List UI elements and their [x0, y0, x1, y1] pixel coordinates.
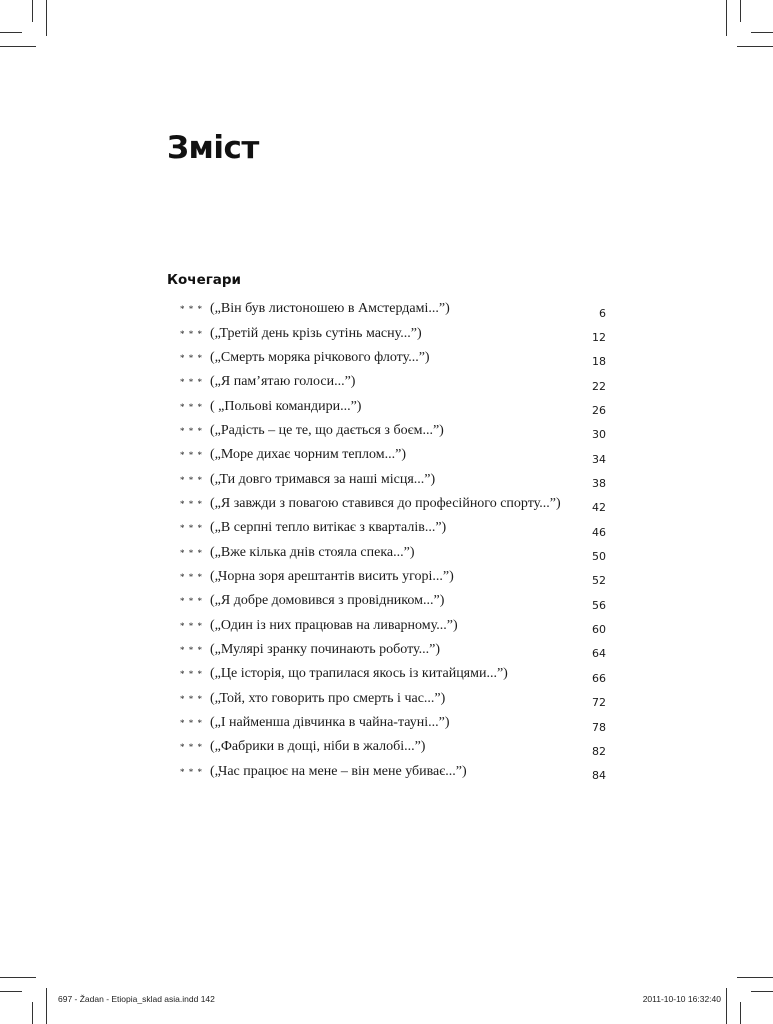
toc-entry-title: („В серпні тепло витікає з кварталів...”)	[210, 520, 447, 536]
asterism-icon: * * *	[180, 620, 203, 631]
toc-entry-title: („Той, хто говорить про смерть і час...”)	[210, 690, 446, 706]
asterism-icon: * * *	[180, 669, 203, 680]
asterism-icon: * * *	[180, 718, 203, 729]
asterism-icon: * * *	[180, 450, 203, 461]
toc-page-number: 26	[592, 404, 606, 418]
asterism-icon: * * *	[180, 474, 203, 485]
toc-entry-title: („Це історія, що трапилася якось із китайцями...”)	[210, 666, 508, 682]
asterism-icon: * * *	[180, 498, 203, 509]
asterism-icon: * * *	[180, 742, 203, 753]
toc-page-number: 12	[592, 331, 606, 345]
toc-entry-title: („Один із них працював на ливарному...”)	[210, 617, 458, 633]
toc-page-number: 18	[592, 355, 606, 369]
toc-entry-title: („Третій день крізь сутінь масну...”)	[210, 325, 422, 341]
toc-entry[interactable]	[180, 516, 606, 540]
toc-entry[interactable]	[180, 394, 606, 418]
toc-page-number: 78	[592, 720, 606, 734]
toc-entry[interactable]	[180, 346, 606, 370]
toc-entry-title: („Я добре домовився з провідником...”)	[210, 593, 445, 609]
toc-entry[interactable]	[180, 443, 606, 467]
asterism-icon: * * *	[180, 766, 203, 777]
toc-entry-title: („Час працює на мене – він мене убиває...”)	[210, 763, 467, 779]
toc-page-number: 30	[592, 428, 606, 442]
crop-mark	[0, 991, 22, 992]
toc-entry-title: („Чорна зоря арештантів висить угорі...”)	[210, 568, 454, 584]
toc-entry-title: („Вже кілька днів стояла спека...”)	[210, 544, 415, 560]
crop-mark	[32, 1002, 33, 1024]
toc-entry[interactable]	[180, 687, 606, 711]
toc-page-number: 38	[592, 477, 606, 491]
toc-page-number: 46	[592, 525, 606, 539]
toc-entry[interactable]	[180, 662, 606, 686]
toc-page-number: 72	[592, 696, 606, 710]
toc-entry[interactable]	[180, 638, 606, 662]
toc-page-number: 84	[592, 769, 606, 783]
toc-entry-title: („І найменша дівчинка в чайна-тауні...”)	[210, 715, 450, 731]
crop-mark	[0, 977, 36, 978]
page-title: Зміст	[167, 130, 259, 166]
toc-page-number: 56	[592, 598, 606, 612]
toc-entry[interactable]	[180, 589, 606, 613]
toc-entry[interactable]	[180, 492, 606, 516]
crop-mark	[0, 46, 36, 47]
toc-page-number: 64	[592, 647, 606, 661]
toc-entry[interactable]	[180, 565, 606, 589]
crop-mark	[751, 32, 773, 33]
print-slug-file: 697 - Žadan - Etiopia_sklad asia.indd 142	[58, 994, 215, 1004]
crop-mark	[32, 0, 33, 22]
toc-entry-title: („Мулярі зранку починають роботу...”)	[210, 641, 441, 657]
crop-mark	[751, 991, 773, 992]
asterism-icon: * * *	[180, 596, 203, 607]
toc-entry-title: („Я завжди з повагою ставився до професійного спорту...”)	[210, 495, 561, 511]
toc-entry-title: („Смерть моряка річкового флоту...”)	[210, 349, 430, 365]
toc-list	[180, 297, 606, 784]
toc-entry-title: ( „Польові командири...”)	[210, 398, 362, 414]
asterism-icon: * * *	[180, 377, 203, 388]
asterism-icon: * * *	[180, 352, 203, 363]
toc-entry-title: („Фабрики в дощі, ніби в жалобі...”)	[210, 739, 426, 755]
toc-page-number: 66	[592, 671, 606, 685]
toc-page-number: 34	[592, 452, 606, 466]
toc-entry-title: („Він був листоношею в Амстердамі...”)	[210, 301, 450, 317]
asterism-icon: * * *	[180, 523, 203, 534]
toc-page-number: 50	[592, 550, 606, 564]
toc-page-number: 82	[592, 744, 606, 758]
toc-entry-title: („Я пам’ятаю голоси...”)	[210, 374, 356, 390]
crop-mark	[740, 0, 741, 22]
toc-entry-title: („Море дихає чорним теплом...”)	[210, 447, 407, 463]
toc-page-number: 60	[592, 623, 606, 637]
toc-page-number: 42	[592, 501, 606, 515]
asterism-icon: * * *	[180, 328, 203, 339]
asterism-icon: * * *	[180, 693, 203, 704]
crop-mark	[737, 977, 773, 978]
asterism-icon: * * *	[180, 547, 203, 558]
toc-entry[interactable]	[180, 760, 606, 784]
toc-entry[interactable]	[180, 321, 606, 345]
crop-mark	[726, 0, 727, 36]
toc-entry[interactable]	[180, 419, 606, 443]
asterism-icon: * * *	[180, 425, 203, 436]
toc-entry-title: („Ти довго тримався за наші місця...”)	[210, 471, 436, 487]
toc-entry[interactable]	[180, 297, 606, 321]
crop-mark	[740, 1002, 741, 1024]
crop-mark	[46, 0, 47, 36]
toc-entry[interactable]	[180, 613, 606, 637]
toc-page-number: 52	[592, 574, 606, 588]
toc-entry[interactable]	[180, 467, 606, 491]
crop-mark	[46, 988, 47, 1024]
toc-entry[interactable]	[180, 540, 606, 564]
print-slug-timestamp: 2011-10-10 16:32:40	[642, 994, 721, 1004]
crop-mark	[726, 988, 727, 1024]
asterism-icon: * * *	[180, 401, 203, 412]
crop-mark	[737, 46, 773, 47]
asterism-icon: * * *	[180, 571, 203, 582]
toc-entry[interactable]	[180, 370, 606, 394]
toc-page-number: 22	[592, 379, 606, 393]
toc-entry[interactable]	[180, 711, 606, 735]
asterism-icon: * * *	[180, 644, 203, 655]
toc-entry-title: („Радість – це те, що дається з боєм...”)	[210, 422, 444, 438]
asterism-icon: * * *	[180, 304, 203, 315]
crop-mark	[0, 32, 22, 33]
toc-entry[interactable]	[180, 735, 606, 759]
section-heading: Кочегари	[167, 272, 242, 288]
toc-page-number: 6	[599, 306, 606, 320]
